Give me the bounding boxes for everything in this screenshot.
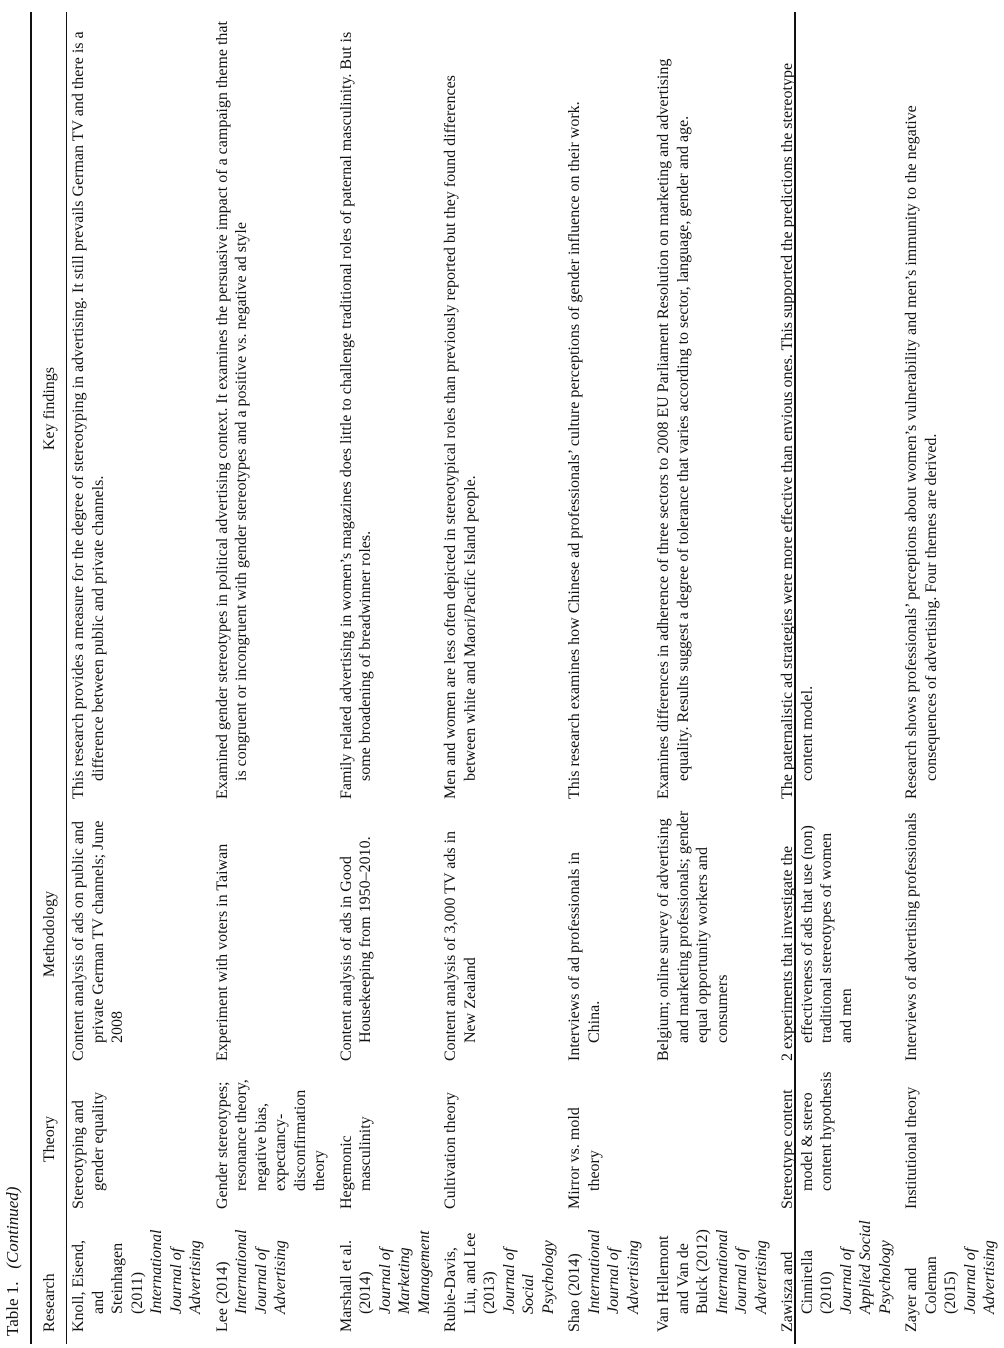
- findings-cell: Examined gender stereotypes in political advertising context. It examines the persuasive impact of a campaign theme that is congruent or incongruent with gender stereotypes and a positive vs. negative ad style: [213, 21, 250, 799]
- methodology-cell: Interviews of ad professionals in China.: [566, 852, 603, 1061]
- header-theory: Theory: [41, 1115, 59, 1163]
- research-journal: Journal of Applied Social Psychology: [837, 1220, 894, 1314]
- research-authors: Lee (2014): [213, 1261, 231, 1332]
- methodology-cell: Belgium; online survey of advertising and marketing professionals; gender equal opportunity workers and consumers: [655, 810, 731, 1061]
- research-cell: [775, 1213, 899, 1336]
- theory-cell: Institutional theory: [903, 1086, 920, 1209]
- research-journal: International Journal of Advertising: [148, 1229, 204, 1314]
- research-cell: [562, 1213, 651, 1336]
- theory-cell: Cultivation theory: [442, 1092, 459, 1209]
- research-authors: Van Hellemont and Van de Bulck (2012): [655, 1229, 711, 1332]
- table-continued-note: (Continued): [3, 1186, 22, 1269]
- research-authors: Zayer and Coleman (2015): [903, 1256, 959, 1332]
- table-label: Table 1.: [3, 1281, 22, 1336]
- table-row: [438, 14, 562, 1336]
- findings-cell: Examines differences in adherence of three sectors to 2008 EU Parliament Resolution on marketing and advertising equality. Results suggest a degree of tolerance that varies according to sector, language, gender and age.: [655, 58, 692, 799]
- table-row: [651, 14, 775, 1336]
- table-row: [210, 14, 334, 1336]
- research-cell: [66, 1213, 210, 1336]
- table-row: [334, 14, 439, 1336]
- table-caption: [2, 1187, 24, 1336]
- research-cell: [651, 1213, 775, 1336]
- theory-cell: Mirror vs. mold theory: [566, 1107, 603, 1209]
- methodology-cell: 2 experiments that investigate the effectiveness of ads that use (non) traditional stereotypes of women and men: [779, 825, 855, 1061]
- research-authors: Zawisza and Cinnirella (2010): [779, 1250, 835, 1332]
- methodology-cell: Content analysis of 3,000 TV ads in New Zealand: [442, 830, 479, 1061]
- theory-cell: Hegemonic masculinity: [337, 1116, 374, 1209]
- research-cell: [210, 1213, 334, 1336]
- header-row: [34, 14, 66, 1336]
- research-cell: [334, 1213, 439, 1336]
- methodology-cell: Content analysis of ads on public and private German TV channels; June 2008: [70, 820, 126, 1061]
- research-authors: Rubie-Davis, Liu, and Lee (2013): [442, 1232, 498, 1332]
- research-cell: [899, 1213, 1004, 1336]
- table-row: [562, 14, 651, 1336]
- research-cell: [438, 1213, 562, 1336]
- findings-cell: Men and women are less often depicted in stereotypical roles than previously reported but they found differences between white and Maori/Pacific Island people.: [442, 75, 479, 799]
- theory-cell: Stereotype content model & stereo content hypothesis: [779, 1071, 835, 1209]
- findings-cell: Family related advertising in women’s magazines does little to challenge traditional roles of paternal masculinity. But is some broadening of breadwinner roles.: [337, 31, 374, 799]
- theory-cell: Gender stereotypes; resonance theory, negative bias, expectancy-disconfirmation theory: [213, 1079, 328, 1209]
- findings-cell: Research shows professionals’ perceptions about women’s vulnerability and men’s immunity to the negative consequences of advertising. Four themes are derived.: [903, 105, 940, 799]
- research-journal: Journal of Advertising: [961, 1240, 998, 1314]
- research-journal: International Journal of Advertising: [585, 1229, 642, 1314]
- table-row: [775, 14, 899, 1336]
- research-authors: Marshall et al. (2014): [337, 1240, 374, 1332]
- header-methodology: Methodology: [41, 890, 59, 978]
- research-authors: Knoll, Eisend, and Steinhagen (2011): [70, 1240, 146, 1332]
- research-journal: International Journal of Advertising: [713, 1229, 770, 1314]
- research-authors: Shao (2014): [566, 1253, 583, 1332]
- theory-cell: [651, 1065, 775, 1213]
- literature-table: [34, 14, 1004, 1336]
- research-journal: Journal of Marketing Management: [376, 1230, 433, 1314]
- header-key-findings: Key findings: [41, 366, 59, 451]
- research-journal: International Journal of Advertising: [233, 1229, 289, 1314]
- table-row: [899, 14, 1004, 1336]
- table-row: [66, 14, 210, 1336]
- findings-cell: The paternalistic ad strategies were more effective than envious ones. This supported the predictions the stereotype content model.: [779, 62, 816, 799]
- methodology-cell: Content analysis of ads in Good Housekeeping from 1950–2010.: [337, 836, 374, 1061]
- findings-cell: This research examines how Chinese ad professionals’ culture perceptions of gender influence on their work.: [566, 101, 583, 799]
- methodology-cell: Experiment with voters in Taiwan: [213, 843, 231, 1061]
- research-journal: Journal of Social Psychology: [500, 1240, 557, 1314]
- methodology-cell: Interviews of advertising professionals: [903, 812, 920, 1061]
- theory-cell: Stereotyping and gender equality: [70, 1091, 107, 1209]
- findings-cell: This research provides a measure for the degree of stereotyping in advertising. It still prevails German TV and there is a difference between public and private channels.: [70, 31, 107, 799]
- top-rule: [30, 12, 32, 1344]
- header-research: Research: [41, 1273, 59, 1332]
